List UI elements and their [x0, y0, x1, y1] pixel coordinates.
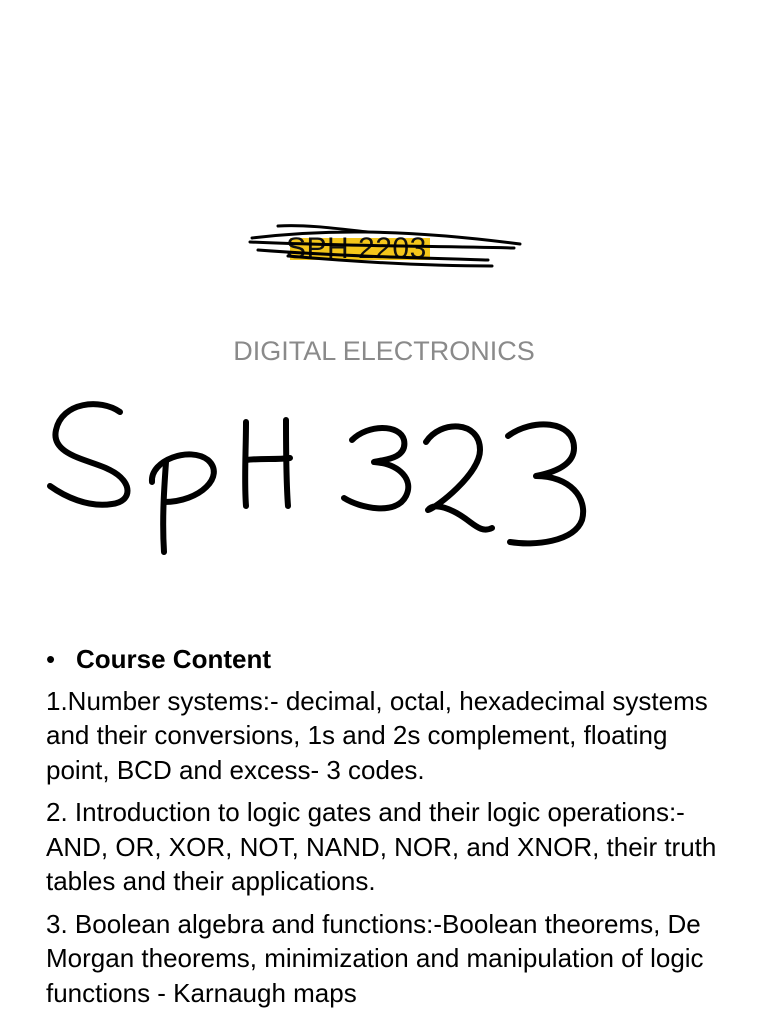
handwritten-course-code [40, 390, 600, 570]
content-item-1: 1.Number systems:- decimal, octal, hexadecimal systems and their conversions, 1s and 2s complement, floating point, BCD and excess- 3 codes. [46, 685, 708, 785]
ink-strikethrough [248, 216, 528, 276]
content-item-2: 2. Introduction to logic gates and their logic operations:- AND, OR, XOR, NOT, NAND, NOR, and XNOR, their truth tables and their applications. [46, 797, 717, 896]
content-item-3: 3. Boolean algebra and functions:-Boolean theorems, De Morgan theorems, minimization and manipulation of logic functions - Karnaugh maps [46, 908, 704, 1008]
course-title: DIGITAL ELECTRONICS [233, 336, 535, 366]
bullet-icon: • [46, 644, 56, 674]
course-content-heading: Course Content [76, 644, 271, 674]
course-content-heading-row [46, 642, 736, 677]
struck-out-course-code [248, 216, 528, 276]
course-content-section [46, 642, 736, 1018]
old-course-code: SPH 2203 [286, 232, 427, 265]
